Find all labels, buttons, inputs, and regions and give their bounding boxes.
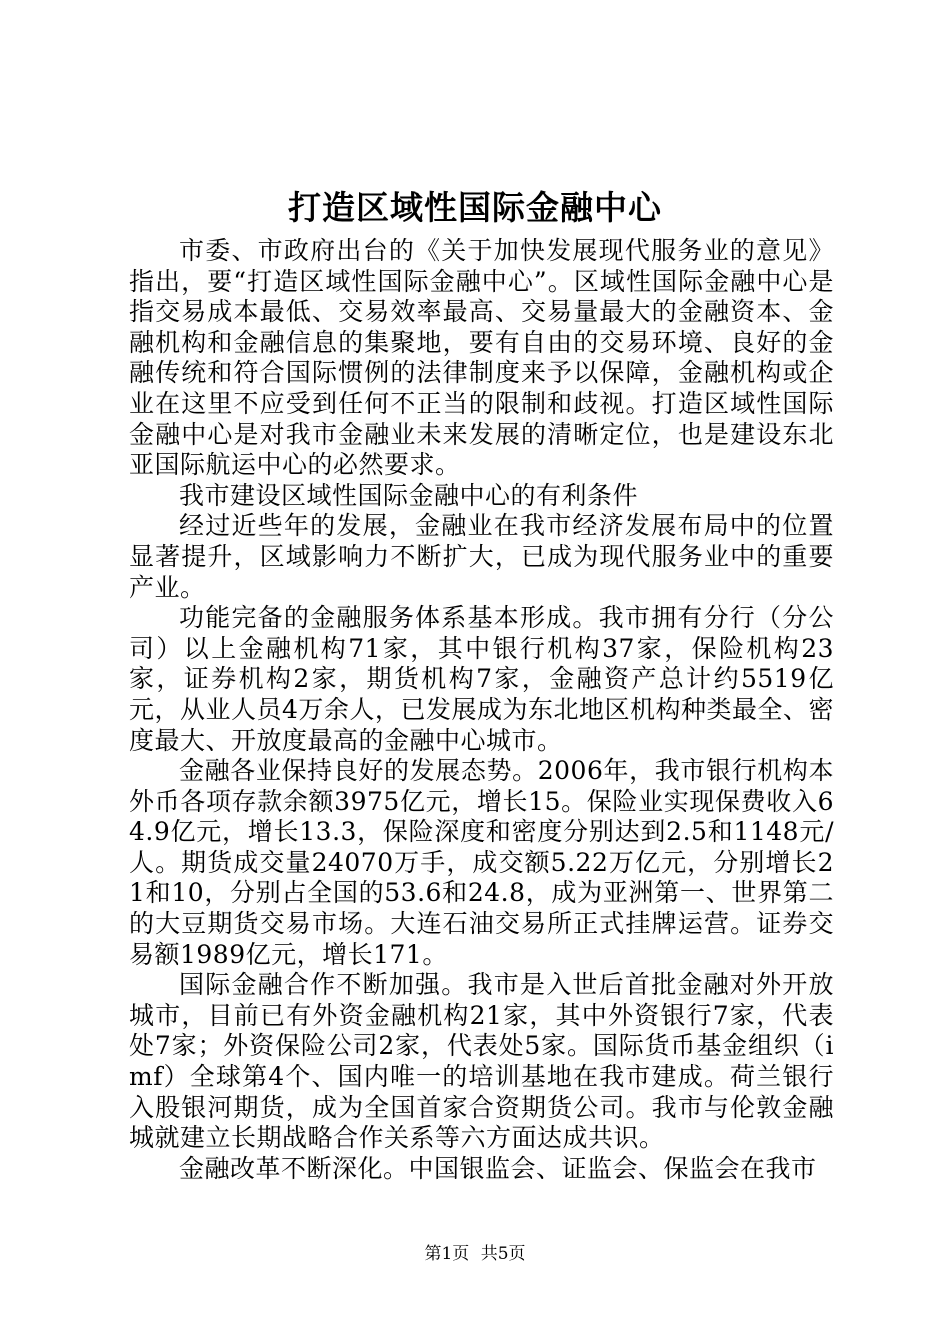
document-body bbox=[129, 236, 834, 1184]
page-total: 共5页 bbox=[480, 1244, 526, 1264]
paragraph-service-system: 功能完备的金融服务体系基本形成。我市拥有分行（分公司）以上金融机构71家，其中银行机构37家，保险机构23家，证券机构2家，期货机构7家，金融资产总计约5519亿元，从业人员4万余人，已发展成为东北地区机构种类最全、密度最大、开放度最高的金融中心城市。 bbox=[129, 603, 834, 755]
paragraph-financial-reform: 金融改革不断深化。中国银监会、证监会、保监会在我市 bbox=[179, 1153, 817, 1183]
page-footer bbox=[0, 1242, 950, 1266]
page-number: 第1页 bbox=[424, 1244, 470, 1264]
paragraph-international-cooperation: 国际金融合作不断加强。我市是入世后首批金融对外开放城市，目前已有外资金融机构21家，其中外资银行7家，代表处7家；外资保险公司2家，代表处5家。国际货币基金组织（imf）全球第4个、国内唯一的培训基地在我市建成。荷兰银行入股银河期货，成为全国首家合资期货公司。我市与伦敦金融城就建立长期战略合作关系等六方面达成共识。 bbox=[129, 970, 834, 1153]
paragraph-industry-trends: 金融各业保持良好的发展态势。2006年，我市银行机构本外币各项存款余额3975亿元，增长15。保险业实现保费收入64.9亿元，增长13.3，保险深度和密度分别达到2.5和1148元/人。期货成交量24070万手，成交额5.22万亿元，分别增长21和10，分别占全国的53.6和24.8，成为亚洲第一、世界第二的大豆期货交易市场。大连石油交易所正式挂牌运营。证券交易额1989亿元，增长171。 bbox=[129, 756, 834, 969]
paragraph-development: 经过近些年的发展，金融业在我市经济发展布局中的位置显著提升，区域影响力不断扩大，已成为现代服务业中的重要产业。 bbox=[129, 511, 834, 602]
page-title: 打造区域性国际金融中心 bbox=[288, 188, 662, 227]
section-heading-favorable-conditions: 我市建设区域性国际金融中心的有利条件 bbox=[179, 480, 639, 510]
paragraph-intro: 市委、市政府出台的《关于加快发展现代服务业的意见》指出，要“打造区域性国际金融中心”。区域性国际金融中心是指交易成本最低、交易效率最高、交易量最大的金融资本、金融机构和金融信息的集聚地，要有自由的交易环境、良好的金融传统和符合国际惯例的法律制度来予以保障，金融机构或企业在这里不应受到任何不正当的限制和歧视。打造区域性国际金融中心是对我市金融业未来发展的清晰定位，也是建设东北亚国际航运中心的必然要求。 bbox=[129, 236, 834, 480]
